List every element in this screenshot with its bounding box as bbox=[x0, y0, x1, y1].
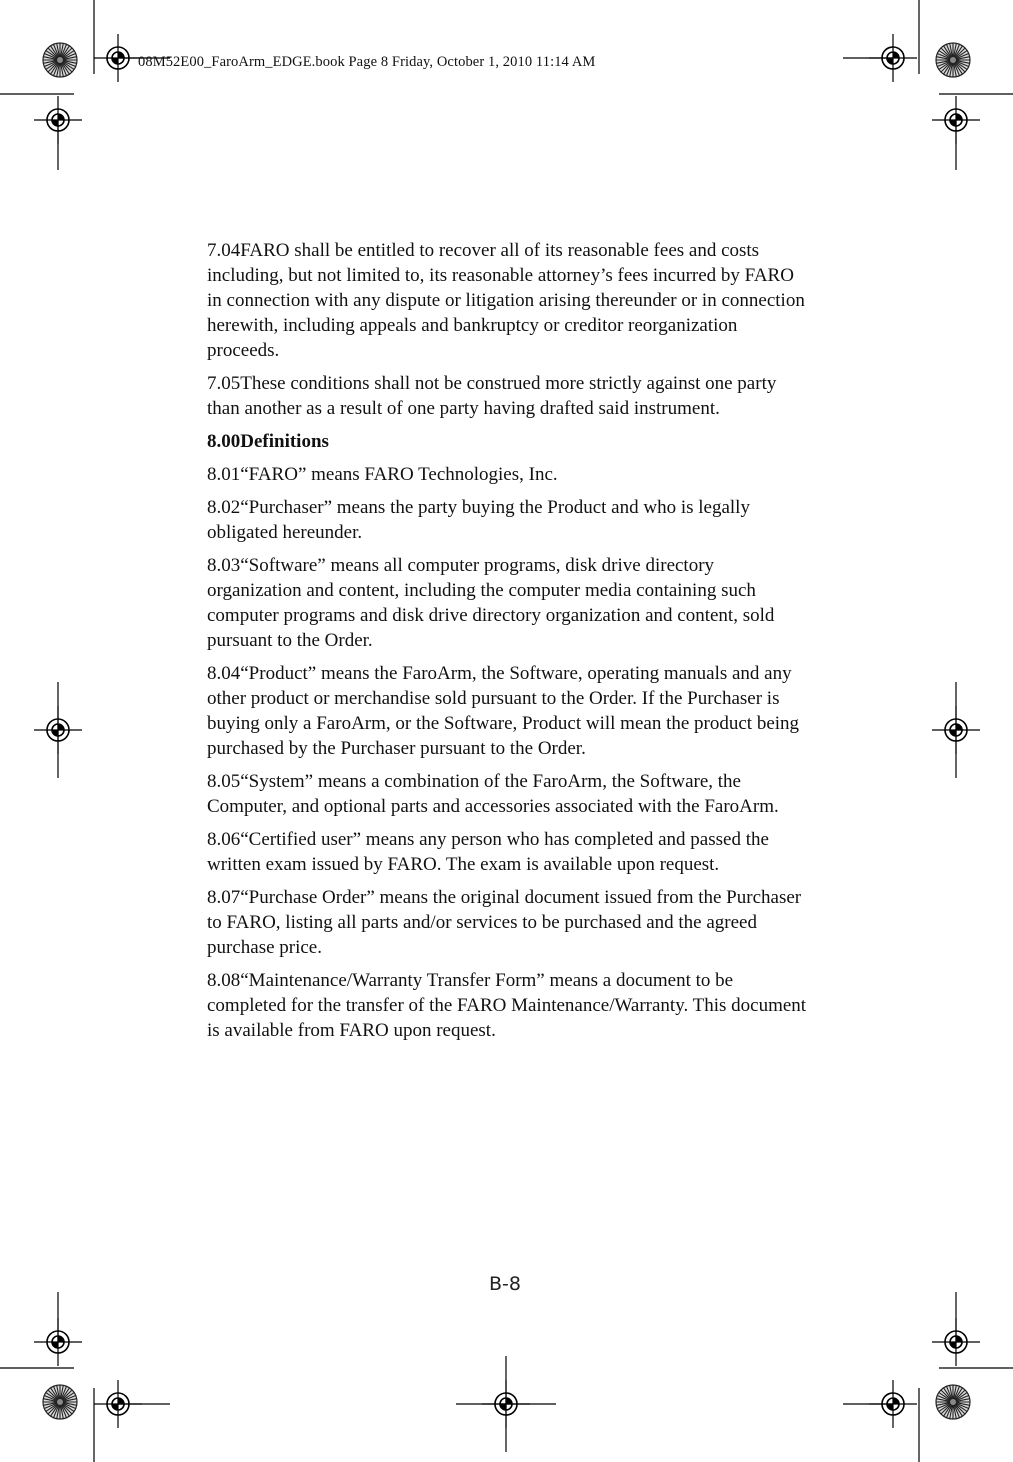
document-body bbox=[207, 238, 807, 1051]
section-text: “Certified user” means any person who has completed and passed the written exam issued by FARO. The exam is available upon request. bbox=[207, 829, 769, 875]
section-text: “Software” means all computer programs, disk drive directory organization and content, including the computer media containing such computer programs and disk drive directory organization and content, sold pursuant to the Order. bbox=[207, 555, 775, 651]
section-text: These conditions shall not be construed more strictly against one party than another as a result of one party having drafted said instrument. bbox=[207, 373, 777, 419]
section-text: “Purchase Order” means the original document issued from the Purchaser to FARO, listing all parts and/or services to be purchased and the agreed purchase price. bbox=[207, 887, 802, 958]
section-8-04 bbox=[207, 661, 807, 761]
section-8-02 bbox=[207, 495, 807, 545]
section-number: 8.00 bbox=[207, 431, 241, 452]
section-number: 8.07 bbox=[207, 887, 241, 908]
page-number: B-8 bbox=[489, 1273, 521, 1295]
section-number: 7.05 bbox=[207, 373, 241, 394]
section-text: FARO shall be entitled to recover all of its reasonable fees and costs including, but not limited to, its reasonable attorney’s fees incurred by FARO in connection with any dispute or litigation arising thereunder or in connection herewith, including appeals and bankruptcy or creditor reorganization proceeds. bbox=[207, 240, 805, 361]
section-number: 8.08 bbox=[207, 970, 241, 991]
section-heading: Definitions bbox=[240, 431, 329, 452]
section-number: 8.06 bbox=[207, 829, 241, 850]
section-8-05 bbox=[207, 769, 807, 819]
section-number: 8.02 bbox=[207, 497, 241, 518]
section-8-06 bbox=[207, 827, 807, 877]
section-text: “Product” means the FaroArm, the Software, operating manuals and any other product or merchandise sold pursuant to the Order. If the Purchaser is buying only a FaroArm, or the Software, Product will mean the product being purchased by the Purchaser pursuant to the Order. bbox=[207, 663, 800, 759]
section-number: 8.03 bbox=[207, 555, 241, 576]
section-number: 8.04 bbox=[207, 663, 241, 684]
book-header-info: 08M52E00_FaroArm_EDGE.book Page 8 Friday, October 1, 2010 11:14 AM bbox=[138, 54, 596, 70]
section-8-03 bbox=[207, 553, 807, 653]
section-text: “System” means a combination of the FaroArm, the Software, the Computer, and optional parts and accessories associated with the FaroArm. bbox=[207, 771, 779, 817]
section-text: “FARO” means FARO Technologies, Inc. bbox=[240, 464, 558, 485]
section-8-00-heading bbox=[207, 429, 807, 454]
section-text: “Maintenance/Warranty Transfer Form” means a document to be completed for the transfer of the FARO Maintenance/Warranty. This document is available from FARO upon request. bbox=[207, 970, 807, 1041]
section-number: 7.04 bbox=[207, 240, 241, 261]
section-7-05 bbox=[207, 371, 807, 421]
section-number: 8.01 bbox=[207, 464, 241, 485]
section-8-07 bbox=[207, 885, 807, 960]
section-7-04 bbox=[207, 238, 807, 363]
section-text: “Purchaser” means the party buying the Product and who is legally obligated hereunder. bbox=[207, 497, 750, 543]
section-number: 8.05 bbox=[207, 771, 241, 792]
section-8-08 bbox=[207, 968, 807, 1043]
section-8-01 bbox=[207, 462, 807, 487]
